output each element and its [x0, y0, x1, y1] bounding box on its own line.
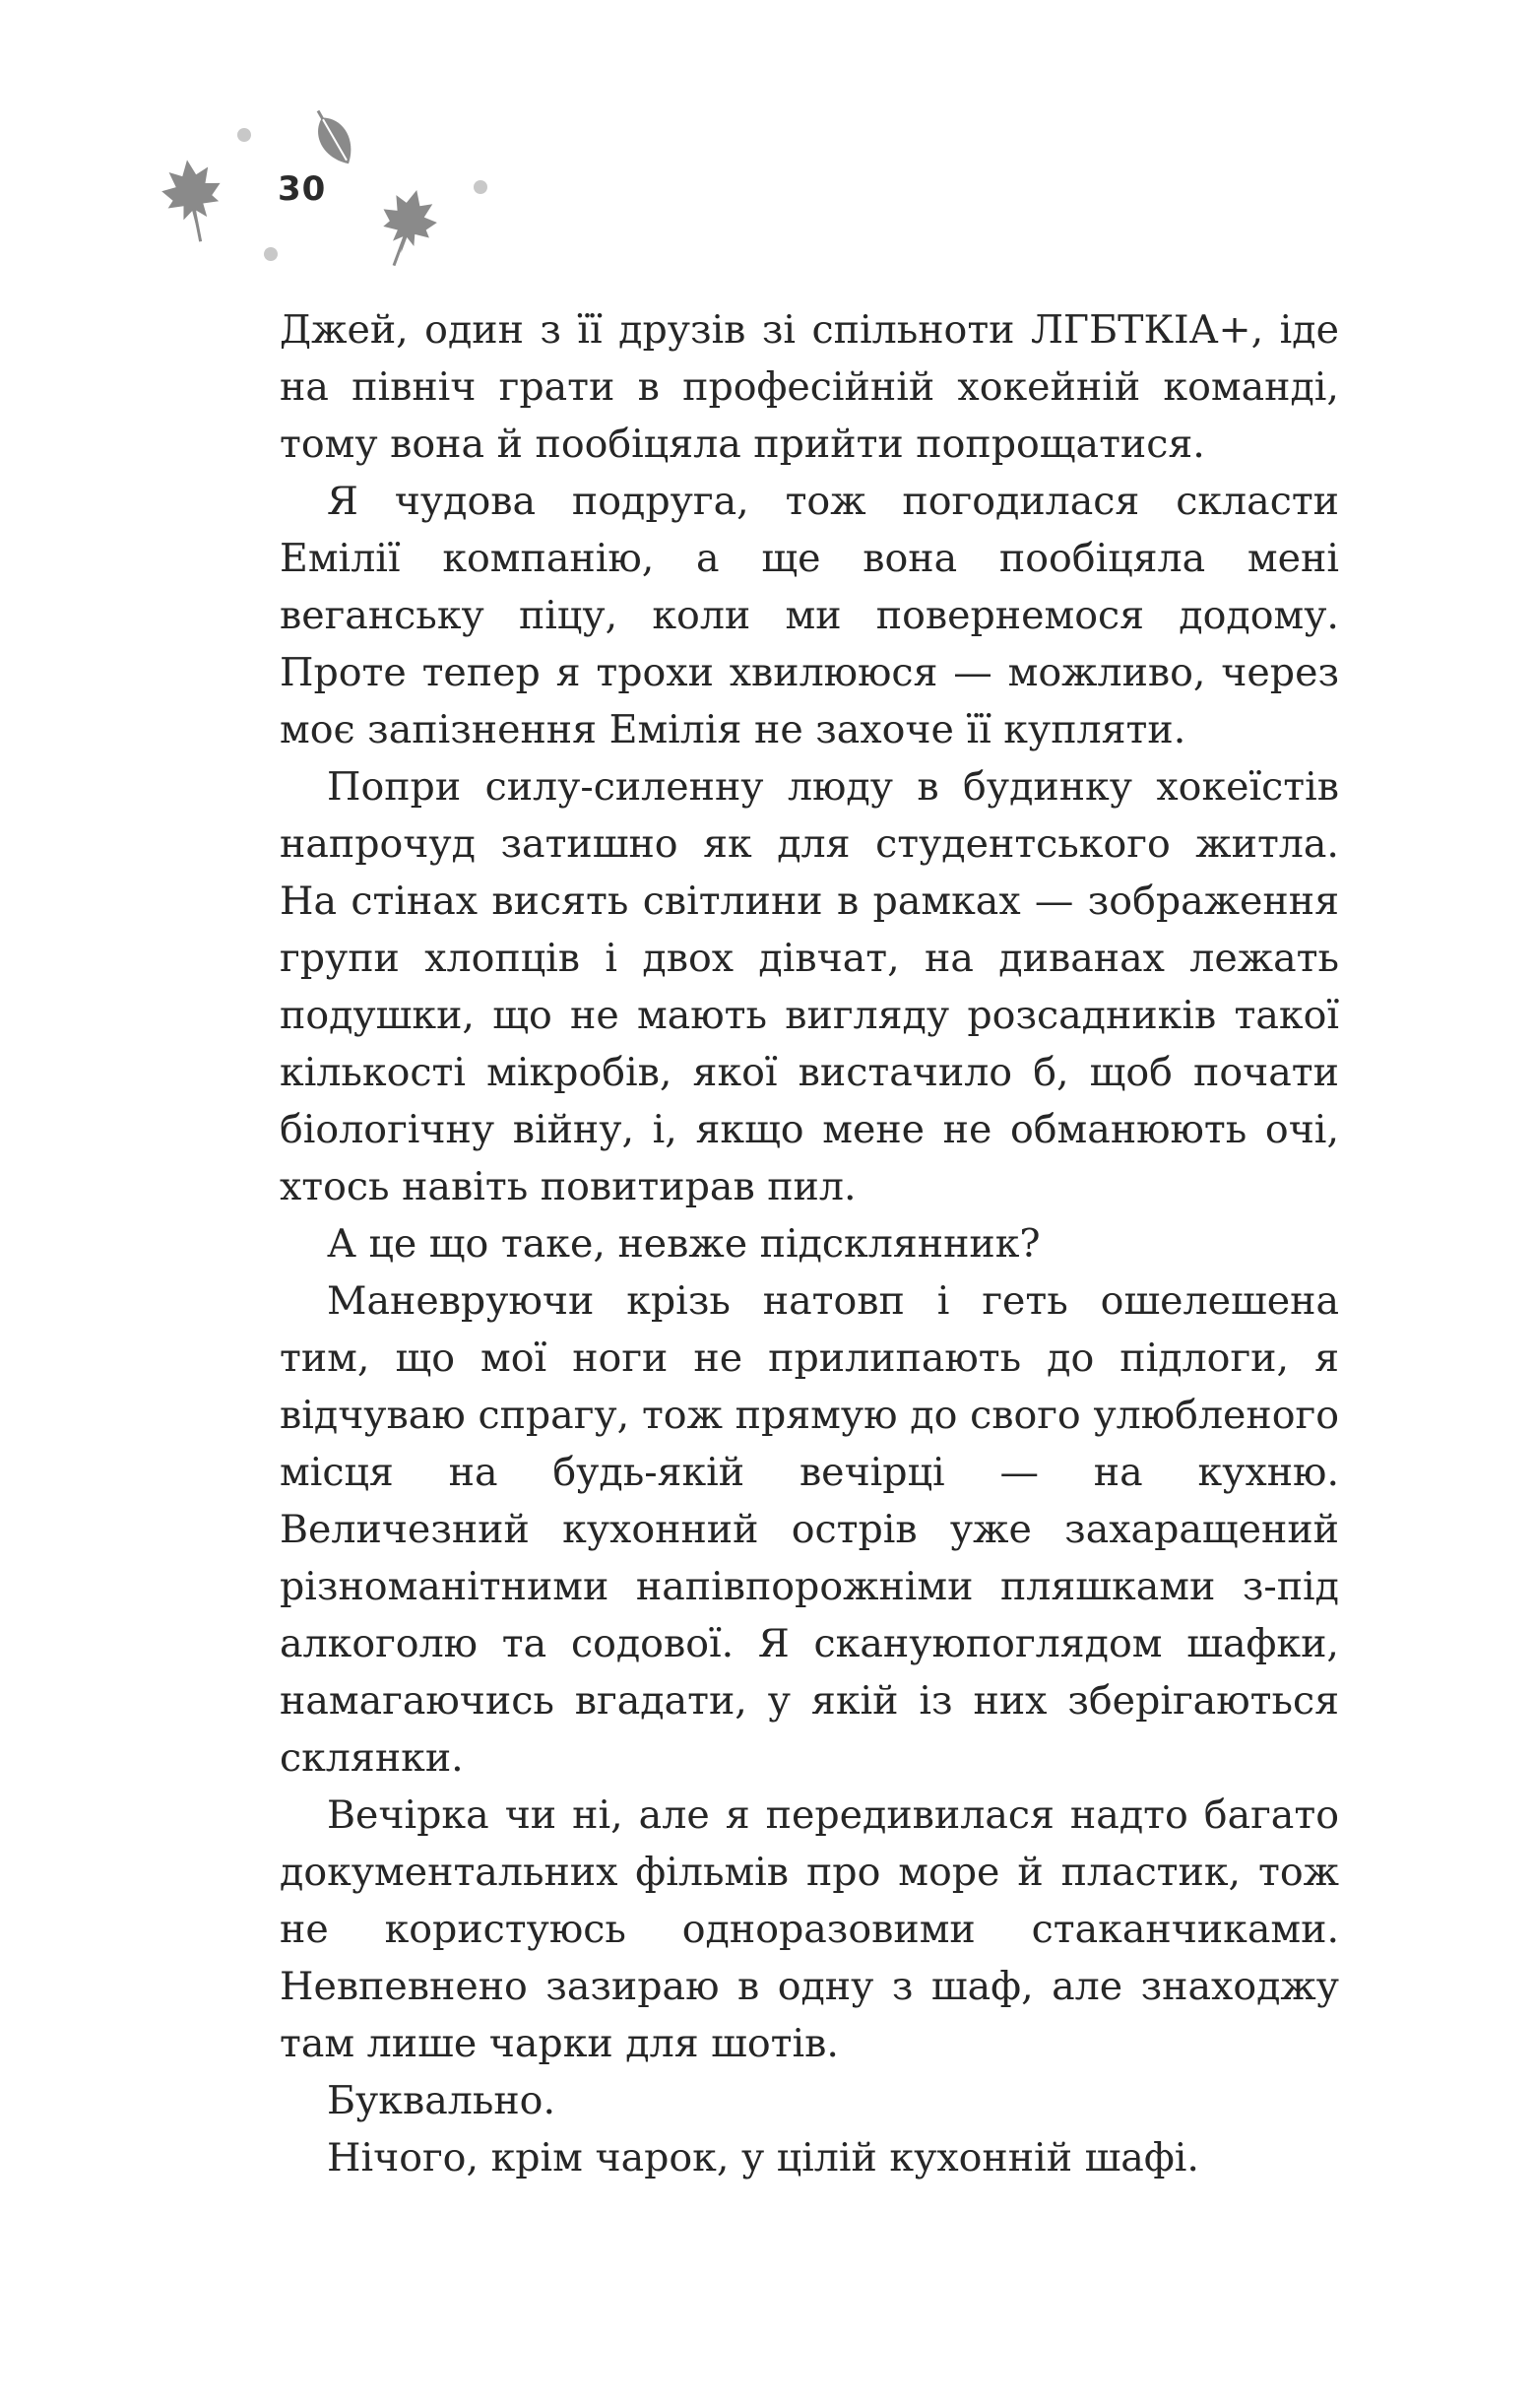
- paragraph: А це що таке, невже підсклянник?: [327, 1221, 1041, 1267]
- body-text: [280, 301, 1339, 2186]
- paragraph: Джей, один з її друзів зі спільноти ЛГБТКІА+, іде на північ грати в професійній хокейній команді, тому вона й пообіцяла прийти попрощатися.: [280, 307, 1339, 467]
- decorative-dot: [264, 247, 278, 261]
- decorative-dot: [237, 128, 251, 142]
- page-number: 30: [278, 169, 327, 209]
- maple-leaf-icon: [158, 156, 227, 246]
- paragraph: Буквально.: [327, 2078, 556, 2123]
- paragraph: Попри силу-силенну люду в будинку хокеїстів напрочуд затишно як для студентського житла. На стінах висять світлини в рамках — зображення групи хлопців і двох дівчат, на диванах лежать подушки, що не мають вигляду розсадників такої кількості мікробів, якої вистачило б, щоб почати біологічну війну, і, якщо мене не обманюють очі, хтось навіть повитирав пил.: [280, 764, 1339, 1209]
- paragraph: Вечірка чи ні, але я передивилася надто багато документальних фільмів про море й пластик, тож не користуюсь одноразовими стаканчиками. Невпевнено зазираю в одну з шаф, але знаходжу там лише чарки для шотів.: [280, 1792, 1339, 2066]
- maple-leaf-icon: [371, 183, 444, 273]
- paragraph: Маневруючи крізь натовп і геть ошелешена тим, що мої ноги не прилипають до підлоги, я відчуваю спрагу, тож прямую до свого улюбленого місця на будь-якій вечірці — на кухню. Величезний кухонний острів уже захаращений різноманітними напівпорожніми пляшками з-під алкоголю та содової. Я скануюпоглядом шафки, намагаючись вгадати, у якій із них зберігаються склянки.: [280, 1278, 1339, 1781]
- birch-leaf-icon: [306, 103, 361, 170]
- paragraph: Нічого, крім чарок, у цілій кухонній шафі.: [327, 2135, 1199, 2180]
- paragraph: Я чудова подруга, тож погодилася скласти Емілії компанію, а ще вона пообіцяла мені веганську піцу, коли ми повернемося додому. Проте тепер я трохи хвилююся — можливо, через моє запізнення Емілія не захоче її купляти.: [280, 479, 1339, 752]
- decorative-dot: [474, 180, 487, 194]
